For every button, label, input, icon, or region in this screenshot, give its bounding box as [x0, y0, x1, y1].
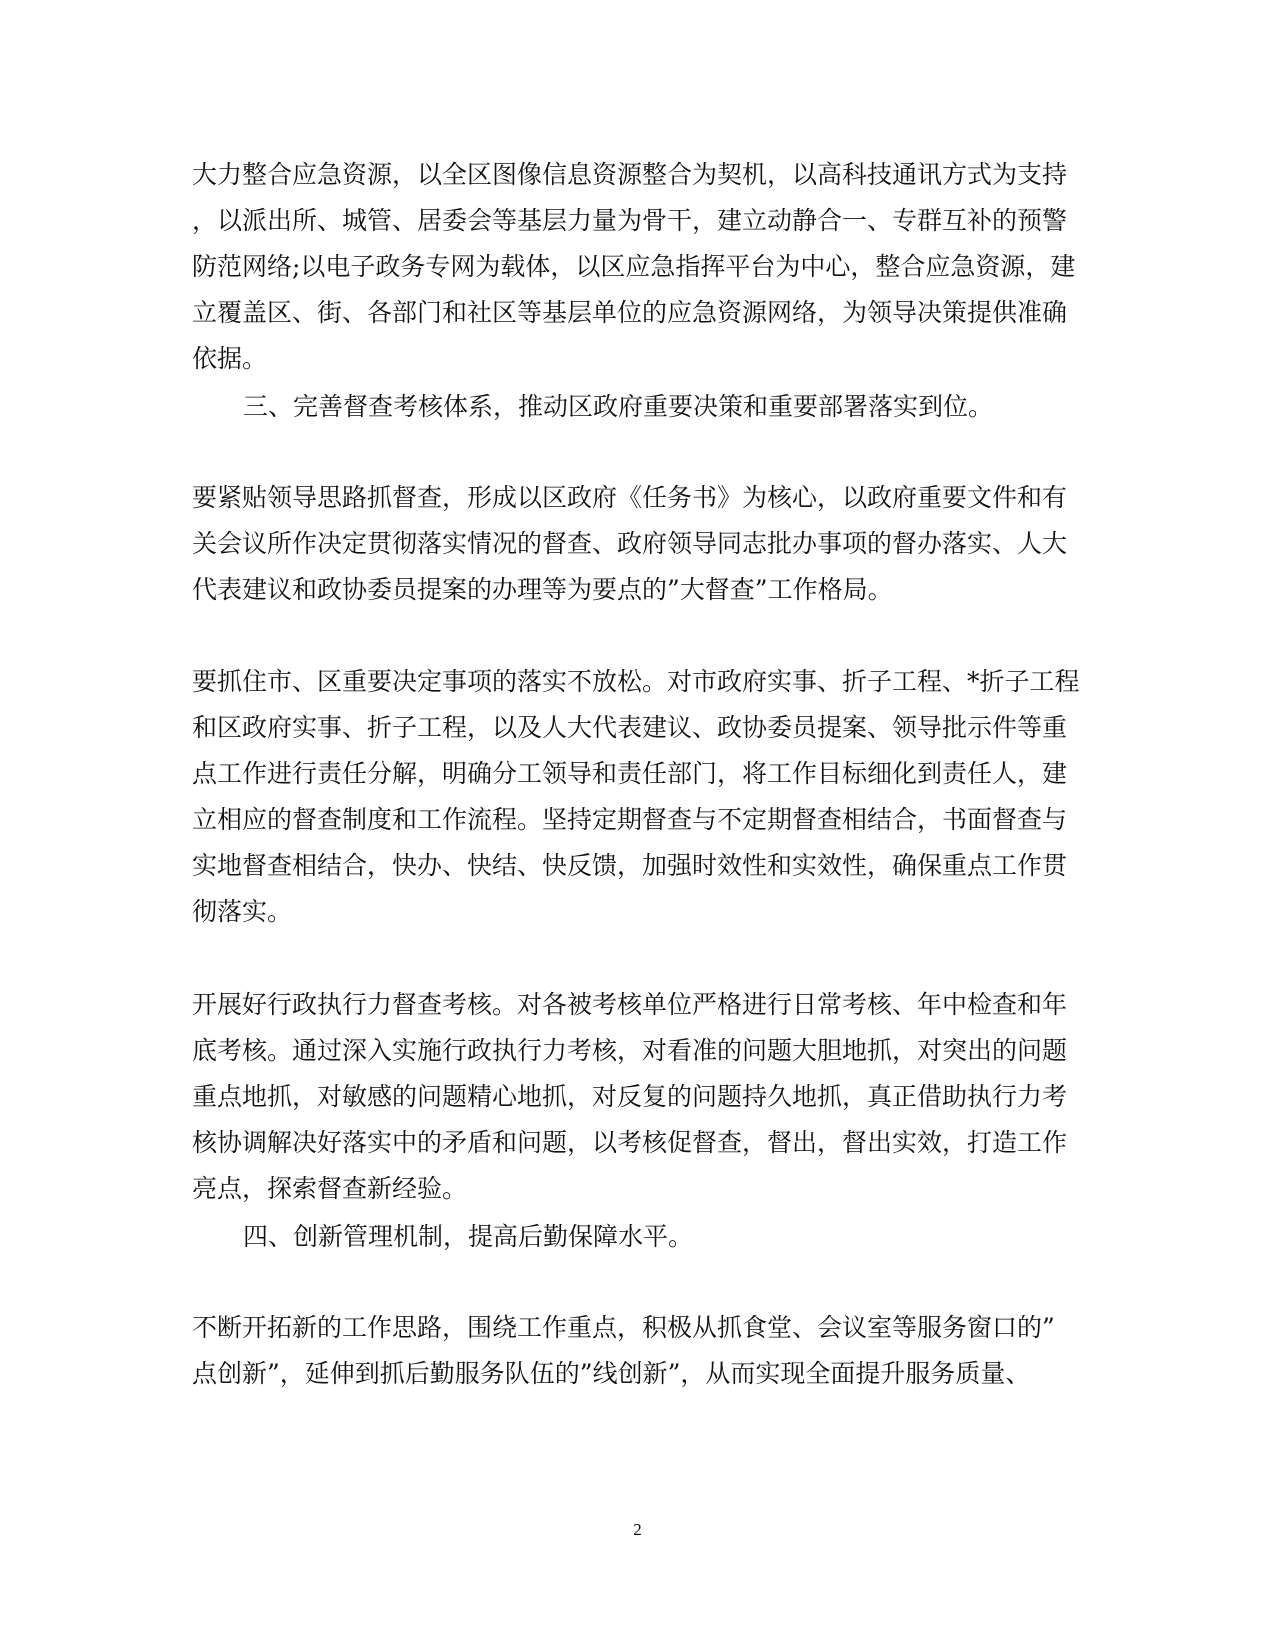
- paragraph-3-line-2: 和区政府实事、折子工程，以及人大代表建议、政协委员提案、领导批示件等重: [192, 713, 1068, 742]
- paragraph-1-line-5: 依据。: [192, 344, 268, 373]
- paragraph-5-line-2: 点创新”，延伸到抓后勤服务队伍的”线创新”，从而实现全面提升服务质量、: [192, 1359, 1031, 1388]
- paragraph-3-line-6: 彻落实。: [192, 897, 293, 926]
- paragraph-4-line-4: 核协调解决好落实中的矛盾和问题，以考核促督查，督出，督出实效，打造工作: [192, 1128, 1068, 1157]
- paragraph-3-line-5: 实地督查相结合，快办、快结、快反馈，加强时效性和实效性，确保重点工作贯: [192, 851, 1068, 880]
- page-number: 2: [633, 1520, 642, 1539]
- paragraph-1-line-3: 防范网络;以电子政务专网为载体，以区应急指挥平台为中心，整合应急资源，建: [192, 252, 1076, 281]
- paragraph-4-line-1: 开展好行政执行力督查考核。对各被考核单位严格进行日常考核、年中检查和年: [192, 990, 1068, 1019]
- paragraph-3-line-1: 要抓住市、区重要决定事项的落实不放松。对市政府实事、折子工程、*折子工程: [192, 667, 1080, 696]
- paragraph-1-line-1: 大力整合应急资源，以全区图像信息资源整合为契机，以高科技通讯方式为支持: [192, 160, 1068, 189]
- section-heading-4: 四、创新管理机制，提高后勤保障水平。: [243, 1222, 694, 1251]
- paragraph-2-line-3: 代表建议和政协委员提案的办理等为要点的”大督查”工作格局。: [192, 575, 893, 604]
- paragraph-4-line-5: 亮点，探索督查新经验。: [192, 1174, 468, 1203]
- paragraph-3-line-4: 立相应的督查制度和工作流程。坚持定期督查与不定期督查相结合，书面督查与: [192, 805, 1068, 834]
- paragraph-4-line-2: 底考核。通过深入实施行政执行力考核，对看准的问题大胆地抓，对突出的问题: [192, 1036, 1068, 1065]
- paragraph-5-line-1: 不断开拓新的工作思路，围绕工作重点，积极从抓食堂、会议室等服务窗口的”: [192, 1313, 1055, 1342]
- paragraph-2-line-2: 关会议所作决定贯彻落实情况的督查、政府领导同志批办事项的督办落实、人大: [192, 529, 1068, 558]
- paragraph-2-line-1: 要紧贴领导思路抓督查，形成以区政府《任务书》为核心，以政府重要文件和有: [192, 483, 1068, 512]
- paragraph-4-line-3: 重点地抓，对敏感的问题精心地抓，对反复的问题持久地抓，真正借助执行力考: [192, 1082, 1068, 1111]
- paragraph-1-line-4: 立覆盖区、街、各部门和社区等基层单位的应急资源网络，为领导决策提供准确: [192, 298, 1068, 327]
- paragraph-3-line-3: 点工作进行责任分解，明确分工领导和责任部门，将工作目标细化到责任人，建: [192, 759, 1068, 788]
- section-heading-3: 三、完善督查考核体系，推动区政府重要决策和重要部署落实到位。: [243, 392, 994, 421]
- paragraph-1-line-2: ，以派出所、城管、居委会等基层力量为骨干，建立动静合一、专群互补的预警: [192, 206, 1068, 235]
